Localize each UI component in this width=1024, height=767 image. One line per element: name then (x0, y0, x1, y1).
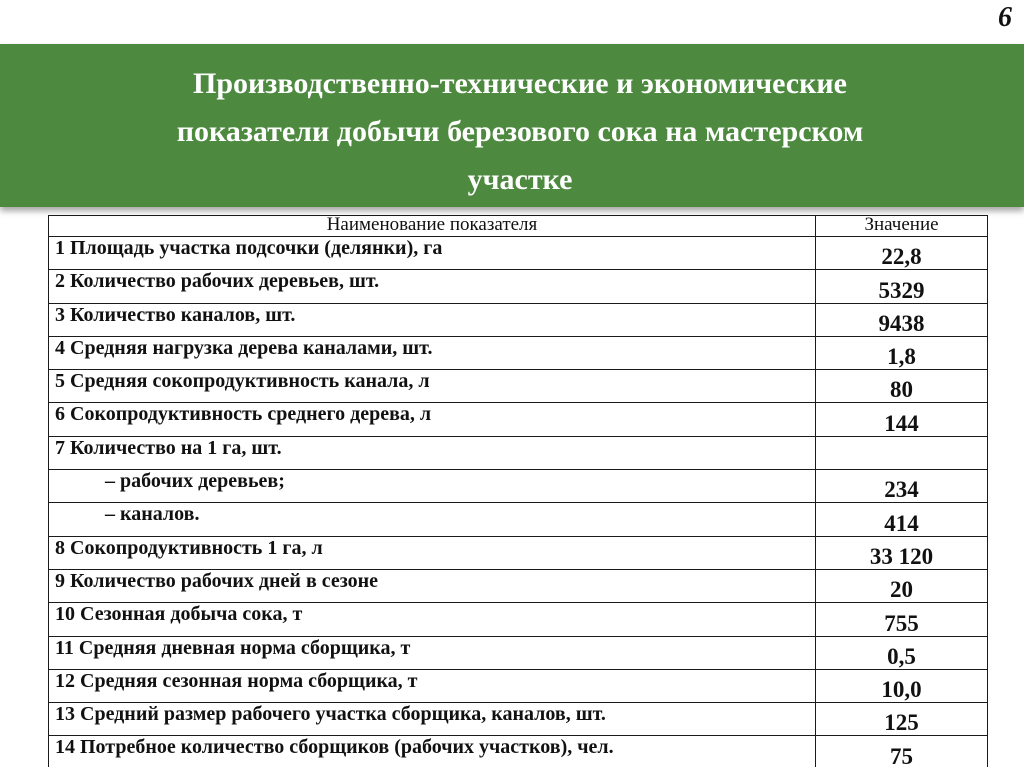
row-value: 414 (816, 503, 988, 536)
header-value: Значение (816, 216, 988, 237)
row-name: – рабочих деревьев; (49, 470, 816, 503)
table-row (49, 503, 988, 536)
row-value: 75 (816, 736, 988, 767)
row-name: 12 Средняя сезонная норма сборщика, т (49, 669, 816, 702)
row-value: 20 (816, 569, 988, 602)
slide-title (40, 60, 1000, 204)
row-name: 1 Площадь участка подсочки (делянки), га (49, 237, 816, 270)
table-row (49, 536, 988, 569)
row-value: 22,8 (816, 237, 988, 270)
row-value: 0,5 (816, 636, 988, 669)
row-name: 10 Сезонная добыча сока, т (49, 603, 816, 636)
table-row (49, 703, 988, 736)
row-value: 80 (816, 370, 988, 403)
table-row (49, 336, 988, 369)
row-name: 8 Сокопродуктивность 1 га, л (49, 536, 816, 569)
table-row (49, 603, 988, 636)
title-line-1: Производственно-технические и экономические (193, 67, 847, 100)
row-name: 13 Средний размер рабочего участка сборщика, каналов, шт. (49, 703, 816, 736)
table-row (49, 470, 988, 503)
table-row (49, 237, 988, 270)
row-name: – каналов. (49, 503, 816, 536)
row-value: 755 (816, 603, 988, 636)
page-number: 6 (998, 2, 1012, 33)
row-value: 1,8 (816, 336, 988, 369)
row-name: 14 Потребное количество сборщиков (рабочих участков), чел. (49, 736, 816, 767)
row-name: 7 Количество на 1 га, шт. (49, 436, 816, 469)
row-name: 3 Количество каналов, шт. (49, 303, 816, 336)
row-value: 125 (816, 703, 988, 736)
table-row (49, 636, 988, 669)
row-name: 11 Средняя дневная норма сборщика, т (49, 636, 816, 669)
row-name: 5 Средняя сокопродуктивность канала, л (49, 370, 816, 403)
table-row (49, 303, 988, 336)
row-value: 9438 (816, 303, 988, 336)
table-row (49, 436, 988, 469)
row-value (816, 436, 988, 469)
row-name: 9 Количество рабочих дней в сезоне (49, 569, 816, 602)
title-line-2: показатели добычи березового сока на мастерском (176, 115, 864, 148)
table-row (49, 669, 988, 702)
table-row (49, 270, 988, 303)
header-name: Наименование показателя (49, 216, 816, 237)
table-row (49, 403, 988, 436)
row-value: 10,0 (816, 669, 988, 702)
row-value: 234 (816, 470, 988, 503)
row-value: 33 120 (816, 536, 988, 569)
table-row (49, 569, 988, 602)
row-value: 144 (816, 403, 988, 436)
title-line-3: участке (467, 163, 573, 196)
row-value: 5329 (816, 270, 988, 303)
row-name: 2 Количество рабочих деревьев, шт. (49, 270, 816, 303)
indicators-table (48, 215, 988, 767)
table-header-row (49, 216, 988, 237)
table-row (49, 370, 988, 403)
row-name: 4 Средняя нагрузка дерева каналами, шт. (49, 336, 816, 369)
table-row (49, 736, 988, 767)
row-name: 6 Сокопродуктивность среднего дерева, л (49, 403, 816, 436)
